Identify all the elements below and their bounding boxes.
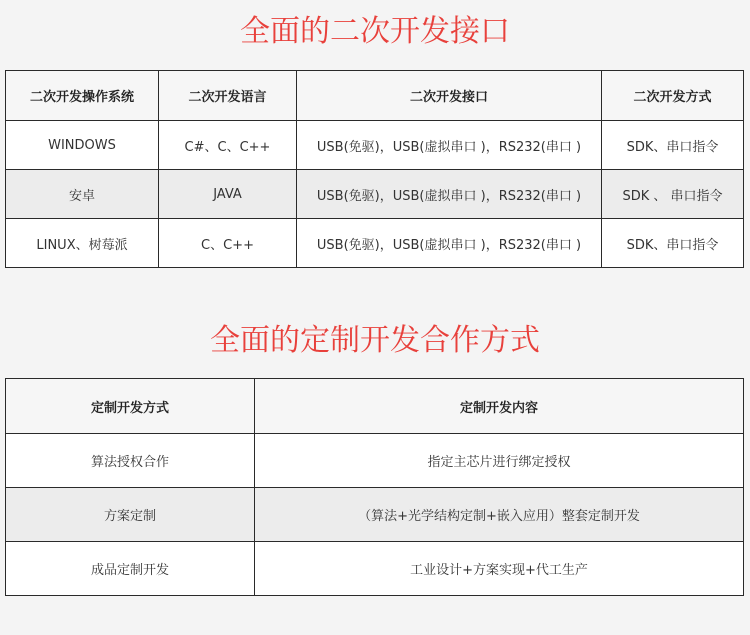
table-cell: 工业设计+方案实现+代工生产	[255, 542, 744, 596]
table-cell: SDK、串口指令	[602, 121, 744, 170]
table-cell: SDK 、 串口指令	[602, 170, 744, 219]
column-header: 定制开发内容	[255, 379, 744, 434]
table-cell: USB(免驱)，USB(虚拟串口 )，RS232(串口 )	[297, 219, 602, 268]
table-cell: C#、C、C++	[159, 121, 297, 170]
custom-development-table	[5, 378, 744, 596]
table-cell: 方案定制	[6, 488, 255, 542]
table-cell: WINDOWS	[6, 121, 159, 170]
table-cell: USB(免驱)，USB(虚拟串口 )，RS232(串口 )	[297, 170, 602, 219]
table-row	[6, 488, 744, 542]
table-cell: 算法授权合作	[6, 434, 255, 488]
table-cell: 安卓	[6, 170, 159, 219]
column-header: 二次开发语言	[159, 71, 297, 121]
table-row	[6, 542, 744, 596]
table-header-row	[6, 71, 744, 121]
table-row	[6, 170, 744, 219]
table-cell: （算法+光学结构定制+嵌入应用）整套定制开发	[255, 488, 744, 542]
table-cell: C、C++	[159, 219, 297, 268]
column-header: 定制开发方式	[6, 379, 255, 434]
table-row	[6, 219, 744, 268]
table-row	[6, 434, 744, 488]
table-cell: SDK、串口指令	[602, 219, 744, 268]
table-header-row	[6, 379, 744, 434]
section1-title: 全面的二次开发接口	[240, 14, 510, 49]
column-header: 二次开发接口	[297, 71, 602, 121]
section2-title: 全面的定制开发合作方式	[210, 323, 540, 358]
table-cell: JAVA	[159, 170, 297, 219]
table-cell: 成品定制开发	[6, 542, 255, 596]
table-cell: 指定主芯片进行绑定授权	[255, 434, 744, 488]
column-header: 二次开发操作系统	[6, 71, 159, 121]
table-cell: USB(免驱)，USB(虚拟串口 )，RS232(串口 )	[297, 121, 602, 170]
column-header: 二次开发方式	[602, 71, 744, 121]
sdk-interface-table	[5, 70, 744, 268]
table-cell: LINUX、树莓派	[6, 219, 159, 268]
table-row	[6, 121, 744, 170]
